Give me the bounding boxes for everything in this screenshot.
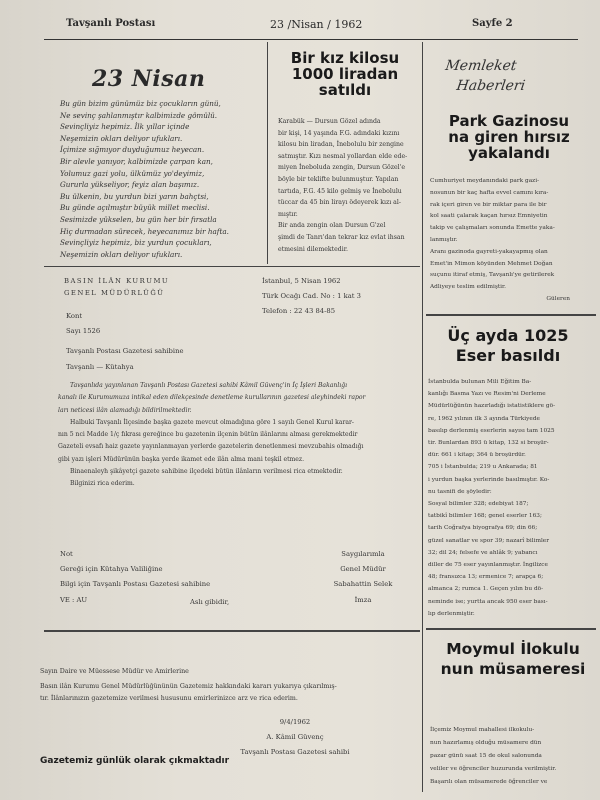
poem-line: Hiç durmadan sürecek, heyecanımız bir hafta. xyxy=(60,226,229,236)
kicker-line: Haberleri xyxy=(455,78,527,94)
story-line: 32; dil 24; felsefe ve ahlâk 9; yabancı xyxy=(428,549,538,556)
eser-headline-line: Eser basıldı xyxy=(455,345,561,365)
moymul-story-body xyxy=(430,724,596,789)
asli-gibidir: Aslı gibidir, xyxy=(190,598,230,606)
letter-signature xyxy=(318,548,408,606)
story-line: tüccar da 45 bin lirayı ödeyerek kızı al- xyxy=(278,199,401,207)
park-headline-line: na giren hırsız xyxy=(448,128,570,147)
story-line: takip ve çalışmaları sonunda Emette yaka- xyxy=(430,225,555,232)
story-line: Müdürlüğünün hazırladığı istatistiklere gö- xyxy=(428,403,556,410)
story-line: pazar günü saat 15 de okul salonunda xyxy=(430,753,542,759)
letter-kont: Kont xyxy=(66,312,83,320)
story-line: lanmıştır. xyxy=(430,236,458,243)
story-line: etmesini dilemektedir. xyxy=(278,245,348,253)
section-rule xyxy=(426,314,596,316)
poem-line: Neşemizin okları deliyor ufukları. xyxy=(60,133,183,143)
notice-body xyxy=(40,666,420,705)
kiz-story-body xyxy=(278,116,418,255)
story-line: Cumhuriyet meydanındaki park gazi- xyxy=(430,178,540,184)
letter-cc xyxy=(60,548,210,606)
story-line: kol saati çalarak kaçan hırsız Emniyetin xyxy=(430,213,548,220)
kiz-headline-line: Bir kız kilosu xyxy=(290,49,400,67)
story-line: böyle bir teklifte bulunmuştur. Yapılan xyxy=(278,175,399,183)
park-headline-line: yakalandı xyxy=(468,144,550,163)
story-line: mıştır. xyxy=(278,210,298,218)
org-name: BASIN İLÂN KURUMU xyxy=(64,277,170,285)
ve-au: VE : AU xyxy=(60,595,88,604)
poem-line: Sesimizde yükselen, bu gün her bir fırsatla xyxy=(60,214,217,224)
story-line: Adliyeye teslim edilmiştir. xyxy=(430,284,506,291)
org-dept: GENEL MÜDÜRLÜĞÜ xyxy=(64,289,165,298)
story-line: almanca 2; rumca 1. Geçen yılın bu dö- xyxy=(428,586,544,593)
story-line: İlçemiz Moymul mahallesi ilkokulu- xyxy=(430,727,535,733)
kiz-headline-line: satıldı xyxy=(318,81,372,100)
page-number: Sayfe 2 xyxy=(472,18,513,29)
letter-line: ları neticesi ilân alamadığı bildirilmektedir. xyxy=(58,406,192,414)
story-line: tir. Bunlardan 893 ü kitap, 132 si broşür- xyxy=(428,440,549,447)
letter-line: Bilginizi rica ederim. xyxy=(70,480,135,488)
eser-story-body xyxy=(428,376,594,620)
story-line: bir kişi, 14 yaşında F.G. adındaki kızını xyxy=(278,129,400,137)
sign-line: Sabahattin Selek xyxy=(333,580,393,589)
story-line: İstanbulda bulunan Mili Eğitim Ba- xyxy=(428,379,532,385)
paper-name: Tavşanlı Postası xyxy=(66,18,156,29)
kiz-headline xyxy=(272,50,418,99)
poem-line: Yolumuz gazi yolu, ülkümüz yo'deyimiz, xyxy=(60,168,205,178)
story-line: tatbikî bilimler 168; genel eserler 163; xyxy=(428,513,542,520)
poem-body xyxy=(60,98,270,260)
story-line: basılıp derlenmiş eserlerin sayısı tam 1025 xyxy=(428,427,555,434)
cc-line: Bilgi için Tavşanlı Postası Gazetesi sahibine xyxy=(60,580,211,589)
letter-line: Binaenaleyh şikâyetçi gazete sahibine ilçedeki bütün ilânların verilmesi rica etmektedir. xyxy=(70,468,343,476)
section-rule xyxy=(426,628,596,630)
note-label: Not xyxy=(60,550,73,558)
story-line: şimdi de Tanrı'dan tekrar kız evlat ihsan xyxy=(278,233,405,241)
story-line: satmıştır. Kızı nesmal yollardan elde ede- xyxy=(278,152,408,160)
letter-line: Gazeteli evsafı haiz gazete yayınlanmayan yerlerde gazetelerin denetlenmesi mevzubahis olmadığı xyxy=(58,443,364,451)
notice-date: 9/4/1962 xyxy=(279,718,311,726)
park-story-body xyxy=(430,176,590,306)
story-line: Karabük — Dursun Gözel adında xyxy=(278,118,381,125)
issue-date: 23 /Nisan / 1962 xyxy=(270,18,363,31)
story-line: güzel sanatlar ve spor 39; nazarî bilimler xyxy=(428,537,550,544)
daily-notice: Gazetemiz günlük olarak çıkmaktadır xyxy=(40,756,230,766)
poem-line: Sevinçliyiz hepimiz. İlk yıllar içinde xyxy=(60,122,190,132)
poem-line: Sevinçliyiz hepimiz, biz yurdun çocukları, xyxy=(60,238,212,248)
story-line: tartıda, F.G. 45 kilo gelmiş ve İnebolulu xyxy=(278,187,402,195)
story-line: Sosyal bilimler 328; edebiyat 187; xyxy=(428,501,529,508)
story-line: miyen İneboluda zengin, Dursun Gözel'e xyxy=(278,164,406,172)
poem-line: Gururla yükseliyor, feyiz alan başımız. xyxy=(60,180,200,190)
story-line: veliler ve öğrenciler huzurunda verilmiştir. xyxy=(430,766,557,772)
eser-headline xyxy=(424,326,592,365)
letter-date: İstanbul, 5 Nisan 1962 xyxy=(262,277,341,285)
org-header xyxy=(64,275,169,299)
letter-line: Halbuki Tavşanlı İlçesinde başka gazete mevcut olmadığına göre 1 sayılı Genel Kurul karar- xyxy=(70,418,354,426)
letter-recipient: Tavşanlı Postası Gazetesi sahibine xyxy=(66,347,184,356)
story-line: nosunun bir kaç hafta evvel camını kıra- xyxy=(430,189,549,196)
story-line: nun hazırlamış olduğu müsamere dün xyxy=(430,740,542,746)
story-line: 48; fransızca 13; ermenice 7; arapça 6; xyxy=(428,574,544,581)
moymul-headline xyxy=(426,640,600,679)
org-address: Türk Ocağı Cad. No : 1 kat 3 xyxy=(262,292,362,301)
letter-number: Sayı 1526 xyxy=(66,327,101,336)
section-rule xyxy=(44,630,420,632)
cc-line: Gereği için Kütahya Valiliğine xyxy=(60,565,163,574)
story-line: i yurdun başka yerlerinde basılmıştır. Ko- xyxy=(428,476,550,483)
story-line: nu tasnifi de şöyledir: xyxy=(428,488,492,495)
story-line: diller de 75 eser yayınlanmıştır. İngilizce xyxy=(428,562,548,569)
kiz-headline-line: 1000 liradan xyxy=(291,65,399,84)
story-line: Başarılı olan müsamerede öğrenciler ve xyxy=(430,779,548,785)
section-kicker xyxy=(441,56,565,96)
notice-line: tır. İlânlarınızın gazetemize verilmesi hususunu emirlerinizce arz ve rica ederim. xyxy=(40,695,298,702)
story-line: suçunu itiraf etmiş, Tavşanlı'ye getirilerek xyxy=(430,272,555,279)
story-line: rak içeri giren ve bir miktar para ile bir xyxy=(430,201,547,208)
story-line: kanlığı Basma Yazı ve Resim'ni Derleme xyxy=(428,391,546,398)
story-line: Aranı gazinoda gayreti-yakayapmış olan xyxy=(430,248,548,255)
notice-signer-title: Tavşanlı Postası Gazetesi sahibi xyxy=(240,748,350,757)
poem-line: Bu günde açılmıştır büyük millet meclisi. xyxy=(60,203,210,213)
poem-line: İçimize sığmıyor duyduğumuz heyecan. xyxy=(60,145,205,155)
org-contact xyxy=(262,275,361,318)
poem-line: Bu gün bizim günümüz biz çocukların günü, xyxy=(60,99,221,108)
story-line: tarih Coğrafya biyografya 69; din 66; xyxy=(428,525,538,532)
poem-line: Bu ülkenin, bu yurdun bizi yarın bahçtsi, xyxy=(60,191,209,201)
story-line: dür. 661 i kitap; 364 ü broşürdür. xyxy=(428,452,526,459)
poem-line: Bir alevle yanıyor, kalbimizde çarpan kan, xyxy=(60,156,213,166)
notice-line: Basın ilân Kurumu Genel Müdürlüğününün Gazetemiz hakkındaki kararı yukarıya çıkarılmış- xyxy=(40,683,337,690)
story-line: re, 1962 yılının ilk 3 ayında Türkiyede xyxy=(428,415,540,422)
moymul-headline-line: Moymul İlokulu xyxy=(446,640,580,658)
org-phone: Telefon : 22 43 84-85 xyxy=(262,307,336,316)
letter-body xyxy=(58,380,418,491)
story-line: Emet'in Mimon köyünden Mehmet Doğan xyxy=(430,260,553,267)
poem-line: Neşemizin okları deliyor ufukları. xyxy=(60,249,183,259)
sign-line: Genel Müdür xyxy=(340,565,386,574)
story-line: kilosu bin liradan, İnebolulu bir zengine xyxy=(278,141,404,149)
story-line: lıp derlenmiştir. xyxy=(428,610,475,617)
story-line: 705 i İstanbulda; 219 u Ankarada; 81 xyxy=(428,464,538,471)
notice-signature xyxy=(240,716,350,759)
poem-line: Ne sevinç şahlanmıştır kalbimizde gömülü. xyxy=(60,110,218,120)
letter-ref xyxy=(66,310,184,373)
letter-line: Tavşanlıda yayınlanan Tavşanlı Postası Gazetesi sahibi Kâmil Güvenç'in İç İşleri Bakanlığı xyxy=(70,382,348,389)
park-headline-line: Park Gazinosu xyxy=(448,112,570,130)
park-headline xyxy=(426,113,592,162)
moymul-headline-line: nun müsameresi xyxy=(440,659,586,678)
sign-line: Saygılarımla xyxy=(341,550,385,558)
sign-line: İmza xyxy=(354,595,372,604)
story-line: Bir anda zengin olan Dursun G'zel xyxy=(278,222,386,230)
section-rule xyxy=(44,266,420,267)
story-byline: Güleren xyxy=(546,295,570,302)
letter-recipient-place: Tavşanlı — Kütahya xyxy=(66,362,134,371)
letter-line: kanalı ile Kurumumuza intikal eden dilekçesinde denetleme kurullarının gazetesi aleyhindeki rapor xyxy=(58,394,366,402)
column-rule-2 xyxy=(422,42,423,792)
letter-line: gibi yazı işleri Müdürünün başka yerde ikamet ede ilân alma mani teşkil etmez. xyxy=(58,455,305,463)
eser-headline-line: Üç ayda 1025 xyxy=(447,326,569,345)
kicker-line: Memleket xyxy=(444,58,518,74)
letter-line: nın 5 nci Madde 1/ç fıkrası gereğince bu gazetenin ilçenin bütün ilânlarını alması gerekmektedir xyxy=(58,431,358,439)
poem-title: 23 Nisan xyxy=(92,66,206,92)
story-line: neminde ise; yurtta ancak 950 eser bası- xyxy=(428,598,548,605)
notice-salute: Sayın Daire ve Müessese Müdür ve Amirlerine xyxy=(40,668,189,675)
masthead-rule xyxy=(44,39,578,40)
notice-signer: A. Kâmil Güvenç xyxy=(266,733,324,742)
